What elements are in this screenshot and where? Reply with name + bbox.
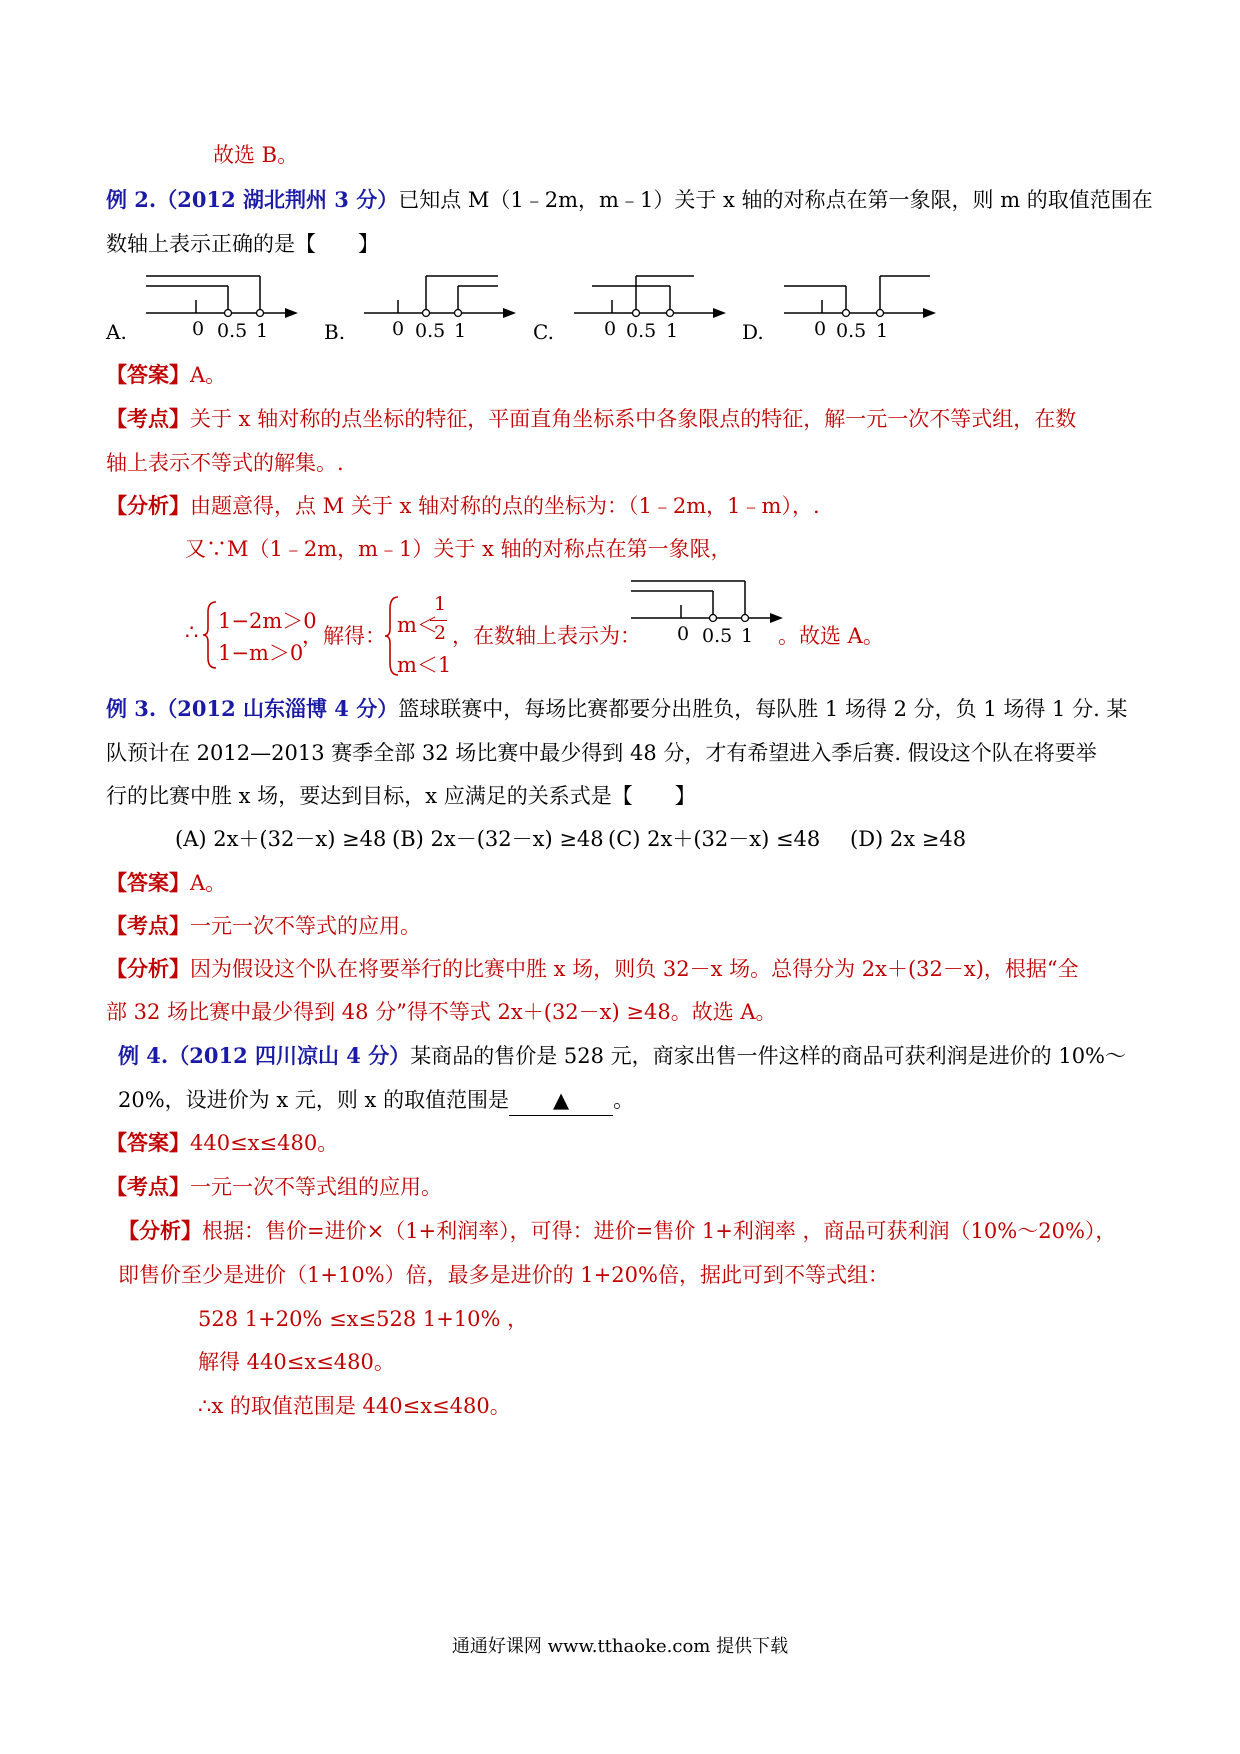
fenxi-tag: 【分析】	[106, 956, 190, 981]
ex3-line1	[106, 694, 1127, 724]
ex2-label: 例 2.	[106, 187, 157, 212]
guxuan-text: 。故选 A。	[778, 624, 884, 648]
ex2-line2: 数轴上表示正确的是【 】	[106, 232, 379, 256]
therefore-symbol: ∴	[185, 620, 199, 644]
ex3-label: 例 3.	[106, 696, 157, 721]
ex3-line3: 行的比赛中胜 x 场，要达到目标，x 应满足的关系式是【 】	[106, 784, 696, 808]
prev-conclusion: 故选 B。	[213, 143, 299, 167]
ex3-fenxi-2: 部 32 场比赛中最少得到 48 分”得不等式 2x＋(32－x) ≥48。故选 A。	[106, 1000, 777, 1024]
fenxi-text: 因为假设这个队在将要举行的比赛中胜 x 场，则负 32－x 场。总得分为 2x＋(32－x)，根据“全	[190, 957, 1079, 981]
ex2-kaodian-1	[106, 404, 1076, 434]
ex2-question-1: 已知点 M（1﹣2m，m﹣1）关于 x 轴的对称点在第一象限，则 m 的取值范围在	[398, 188, 1153, 212]
ex3-option-d: (D) 2x ≥48	[850, 827, 967, 851]
tick-label-half: 0.5	[415, 320, 446, 342]
ex2-option-b-number-line	[358, 268, 528, 344]
ex3-question-1: 篮球联赛中，每场比赛都要分出胜负，每队胜 1 场得 2 分，负 1 场得 1 分. 某	[398, 697, 1128, 721]
kaodian-text: 一元一次不等式的应用。	[190, 914, 421, 938]
tick-label-0: 0	[677, 623, 690, 645]
ex2-source: （2012 湖北荆州 3 分）	[156, 187, 399, 212]
ex2-fenxi-1	[106, 491, 820, 521]
ex4-question-2-end: 。	[613, 1088, 635, 1112]
system1-row2: 1−m＞0	[218, 641, 304, 665]
ex2-option-c-number-line	[568, 268, 738, 344]
kaodian-tag: 【考点】	[106, 1174, 190, 1199]
page-footer: 通通好课网 www.tthaoke.com 提供下载	[451, 1636, 789, 1657]
answer-text: A。	[190, 363, 227, 387]
ex4-answer	[106, 1128, 338, 1158]
fenxi-text: 根据：售价=进价×（1+利润率），可得：进价=售价 1+利润率 ，商品可获利润（10%～20%），	[202, 1219, 1117, 1243]
ex2-answer	[106, 360, 226, 390]
tick-label-1: 1	[256, 320, 269, 342]
fenxi-tag: 【分析】	[118, 1218, 202, 1243]
kaodian-text: 一元一次不等式组的应用。	[190, 1175, 442, 1199]
ex4-kaodian	[106, 1172, 442, 1202]
tick-label-half: 0.5	[702, 625, 733, 647]
kaodian-tag: 【考点】	[106, 406, 190, 431]
tick-label-half: 0.5	[836, 320, 867, 342]
jiede-text: ，解得：	[302, 624, 386, 648]
system2-row2: m＜1	[397, 653, 452, 677]
system1-row1: 1−2m＞0	[218, 609, 317, 633]
ex3-kaodian	[106, 911, 421, 941]
ex3-option-c: (C) 2x＋(32－x) ≤48	[608, 827, 821, 851]
system2-row1: m＜	[397, 613, 438, 637]
kaodian-text: 关于 x 轴对称的点坐标的特征，平面直角坐标系中各象限点的特征，解一元一次不等式组，在数	[190, 407, 1077, 431]
ex4-step-2: 解得 440≤x≤480。	[198, 1350, 395, 1374]
fraction-denominator: 2	[434, 622, 447, 644]
ex4-question-1: 某商品的售价是 528 元，商家出售一件这样的商品可获利润是进价的 10%～	[410, 1044, 1127, 1068]
ex4-label: 例 4.	[118, 1043, 169, 1068]
tick-label-1: 1	[666, 320, 679, 342]
ex4-step-3: ∴x 的取值范围是 440≤x≤480。	[198, 1394, 511, 1418]
tick-label-0: 0	[392, 318, 405, 340]
answer-text: A。	[190, 871, 227, 895]
ex4-line1	[118, 1041, 1126, 1071]
tick-label-1: 1	[876, 320, 889, 342]
ex2-option-a-number-line	[140, 268, 310, 344]
ex2-option-d-label: D.	[742, 320, 764, 344]
ex3-answer	[106, 868, 226, 898]
ex3-option-a: (A) 2x＋(32－x) ≥48	[175, 827, 387, 851]
answer-tag: 【答案】	[106, 870, 190, 895]
ex4-question-2: 20%，设进价为 x 元，则 x 的取值范围是	[118, 1088, 510, 1112]
ex2-kaodian-2: 轴上表示不等式的解集。.	[106, 451, 344, 475]
tick-label-half: 0.5	[217, 320, 248, 342]
solution-number-line	[625, 573, 795, 649]
answer-text: 440≤x≤480。	[190, 1131, 339, 1155]
answer-tag: 【答案】	[106, 1130, 190, 1155]
answer-blank: ▲	[509, 1085, 613, 1116]
fenxi-tag: 【分析】	[106, 493, 190, 518]
ex3-fenxi-1	[106, 954, 1079, 984]
tick-label-0: 0	[604, 318, 617, 340]
ex2-option-d-number-line	[778, 268, 948, 344]
ex2-option-a-label: A.	[106, 320, 127, 344]
kaodian-tag: 【考点】	[106, 913, 190, 938]
ex2-option-c-label: C.	[533, 320, 554, 344]
ex3-source: （2012 山东淄博 4 分）	[156, 696, 399, 721]
fenxi-text: 由题意得，点 M 关于 x 轴对称的点的坐标为：（1﹣2m，1﹣m），.	[190, 494, 820, 518]
tick-label-1: 1	[454, 320, 467, 342]
tick-label-1: 1	[741, 625, 754, 647]
ex3-option-b: (B) 2x－(32－x) ≥48	[392, 827, 604, 851]
ex2-option-b-label: B.	[324, 320, 346, 344]
left-brace-1	[202, 600, 218, 670]
tick-label-half: 0.5	[626, 320, 657, 342]
ex2-line1	[106, 185, 1153, 215]
ex4-fenxi-1	[118, 1216, 1116, 1246]
ex4-line2	[118, 1085, 634, 1116]
ex2-fenxi-2: 又∵M（1﹣2m，m﹣1）关于 x 轴的对称点在第一象限，	[185, 537, 732, 561]
answer-tag: 【答案】	[106, 362, 190, 387]
ex4-fenxi-2: 即售价至少是进价（1+10%）倍，最多是进价的 1+20%倍，据此可到不等式组：	[118, 1263, 889, 1287]
tick-label-0: 0	[814, 318, 827, 340]
ex4-source: （2012 四川凉山 4 分）	[168, 1043, 411, 1068]
fraction-numerator: 1	[434, 593, 447, 615]
zai-text: ，在数轴上表示为：	[452, 624, 641, 648]
tick-label-0: 0	[192, 318, 205, 340]
ex4-step-1: 528 1+20% ≤x≤528 1+10% ，	[198, 1307, 529, 1331]
fraction-bar	[430, 620, 447, 621]
ex3-line2: 队预计在 2012—2013 赛季全部 32 场比赛中最少得到 48 分，才有希望进入季后赛. 假设这个队在将要举	[106, 741, 1097, 765]
